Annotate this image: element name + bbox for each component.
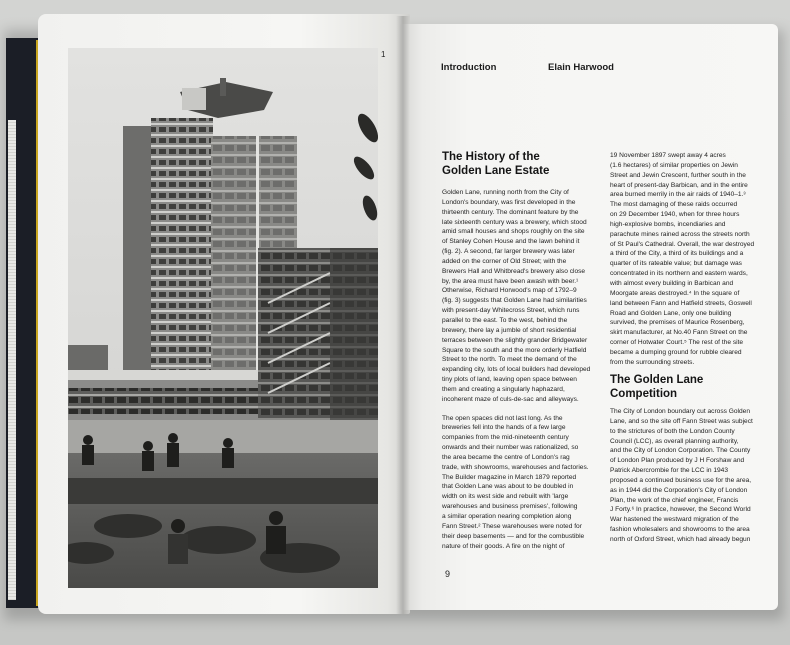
text-line: survived, the premises of Maurice Rosenberg, xyxy=(610,319,745,327)
text-line: a similar operation nearing completion along xyxy=(442,513,572,520)
text-line: thirteenth century. The dominant feature by the xyxy=(442,208,579,216)
text-line: J Forty.⁶ In practice, however, the Second World xyxy=(610,506,751,514)
text-line: corner of Hotwater Court.⁵ The rest of the site xyxy=(610,339,744,347)
heading-line: Golden Lane Estate xyxy=(442,165,550,177)
text-line: Fann Street.² These warehouses were noted for xyxy=(442,522,582,530)
text-line: trade, with showrooms, warehouses and factories. xyxy=(442,463,589,471)
maisonette-block xyxy=(258,248,378,423)
text-line: high-explosive bombs, incendiaries and xyxy=(610,220,726,228)
section-heading-competition xyxy=(610,373,770,401)
text-line: brewery, there lay a jumble of short residential xyxy=(442,326,577,334)
running-head-author: Elain Harwood xyxy=(548,62,614,73)
text-line: nature of their goods. A fire on the night of xyxy=(442,542,565,550)
text-line: Lane, and so the site off Fann Street was subject xyxy=(610,417,753,425)
text-line: fashion wholesalers and showrooms to the area xyxy=(610,526,750,534)
text-line: the area became the centre of London's rag xyxy=(442,453,570,461)
text-column-right-top xyxy=(610,151,772,368)
page-number: 9 xyxy=(445,569,451,579)
text-line: their deep basements — and for the combustible xyxy=(442,532,585,540)
text-line: Street to the north. To meet the demand of the xyxy=(442,356,577,364)
heading-line: The Golden Lane xyxy=(610,374,704,386)
text-line: London's boundary, was first developed in the xyxy=(442,198,576,206)
text-line: that Golden Lane was about to be doubled in xyxy=(442,483,574,491)
page-edges xyxy=(8,120,16,600)
text-line: skirt manufacturer, at No.40 Fann Street on the xyxy=(610,329,748,337)
text-line: parallel to the east. To the west, behind the xyxy=(442,316,568,324)
text-line: War hastened the westward migration of the xyxy=(610,516,739,524)
text-line: with present-day Whitecross Street, which runs xyxy=(442,307,580,315)
text-line: as in 1944 did the Corporation's City of London xyxy=(610,486,748,494)
text-line: Golden Lane, running north from the City of xyxy=(442,189,569,196)
text-line: expanding city, lots of local builders had developed xyxy=(442,366,591,374)
text-line: incoherent maze of culs-de-sac and alleyways. xyxy=(442,395,579,403)
text-line: Plan, the work of the chief engineer, Francis xyxy=(610,496,739,504)
text-line: concentrated in its northern and eastern wards, xyxy=(610,270,748,278)
text-line: (fig. 2). A second, far larger brewery was later xyxy=(442,248,575,256)
text-line: Road and Golden Lane, only one building xyxy=(610,309,732,317)
text-line: late sixteenth century was a brewery, which stood xyxy=(442,218,587,226)
text-line: with almost every building in Barbican and xyxy=(610,279,734,287)
text-line: land between Fann and Hatfield streets, Goswell xyxy=(610,299,752,307)
text-line: 19 November 1897 swept away 4 acres xyxy=(610,152,726,159)
text-line: (1.6 hectares) of similar properties on Jewin xyxy=(610,161,738,169)
text-line: to the strictures of both the London County xyxy=(610,427,735,435)
text-line: The most damaging of these raids occurred xyxy=(610,201,738,209)
text-line: Patrick Abercrombie for the LCC in 1943 xyxy=(610,467,729,475)
text-line: The City of London boundary cut across Golden xyxy=(610,408,751,415)
text-line: onwards and their number was rationalized, so xyxy=(442,444,579,452)
text-line: The Builder magazine in March 1879 reported xyxy=(442,473,577,481)
text-line: of London Plan produced by J H Forshaw and xyxy=(610,457,745,465)
section-heading-history xyxy=(442,150,602,178)
heading-line: Competition xyxy=(610,388,678,400)
text-line: became a dumping ground for rubble cleared xyxy=(610,348,742,356)
text-line: them and creating a singularly haphazard, xyxy=(442,385,565,393)
text-line: of Stanley Cohen House and the lawn behind it xyxy=(442,238,580,246)
text-line: north of Oxford Street, which had already begun xyxy=(610,535,751,543)
running-head-section: Introduction xyxy=(441,62,497,73)
text-line: tiny plots of land, leaving open space between xyxy=(442,376,577,384)
text-line: Brewers Hall and Whitbread's brewery also close xyxy=(442,267,586,275)
text-line: proposed a continued business use for the area, xyxy=(610,476,752,484)
text-line: Moorgate areas destroyed.⁴ In the square of xyxy=(610,289,740,297)
text-line: by, the area must have been awash with beer.¹ xyxy=(442,277,579,285)
text-line: area burned merrily in the air raids of 1940–1.³ xyxy=(610,191,746,199)
text-line: from the surrounding streets. xyxy=(610,358,695,366)
text-line: width on its west side and rebuilt with 'large xyxy=(442,493,569,501)
book-gutter xyxy=(396,16,410,614)
heading-line: The History of the xyxy=(442,151,540,163)
text-line: Otherwise, Richard Horwood's map of 1792–9 xyxy=(442,287,577,295)
text-line: parachute mines rained across the streets north xyxy=(610,230,750,238)
text-line: companies from the mid-nineteenth century xyxy=(442,434,569,442)
text-line: Square to the south and the more orderly Hatfield xyxy=(442,346,587,354)
text-line: of St Paul's Cathedral. Overall, the war destroyed xyxy=(610,240,755,248)
text-column-right-bottom xyxy=(610,407,772,545)
text-line: Council (LCC), as overall planning authority, xyxy=(610,437,739,445)
text-line: added on the corner of Old Street; with the xyxy=(442,257,567,265)
text-line: (fig. 3) suggests that Golden Lane had similarities xyxy=(442,297,587,305)
text-line: terraces between the slightly grander Bridgewater xyxy=(442,336,588,344)
text-line: Street and Jewin Crescent, further south in the xyxy=(610,171,746,179)
text-line: on 29 December 1940, when for three hours xyxy=(610,211,740,219)
text-line: amid small houses and shops roughly on the site xyxy=(442,228,585,236)
estate-photograph xyxy=(68,48,378,588)
page-marker: 1 xyxy=(381,50,386,59)
text-line: and the City of London Corporation. The County xyxy=(610,447,751,455)
text-line: quarter of its rateable value; but damage was xyxy=(610,260,742,268)
text-line: a third of the City, a third of its buildings and a xyxy=(610,250,744,258)
text-column-left xyxy=(442,188,604,551)
text-line: breweries fell into the hands of a few large xyxy=(442,424,566,432)
text-line: warehouses and business premises', following xyxy=(442,503,578,511)
text-line: The open spaces did not last long. As the xyxy=(442,414,563,422)
text-line: heart of present-day Barbican, and in the entire xyxy=(610,181,748,189)
